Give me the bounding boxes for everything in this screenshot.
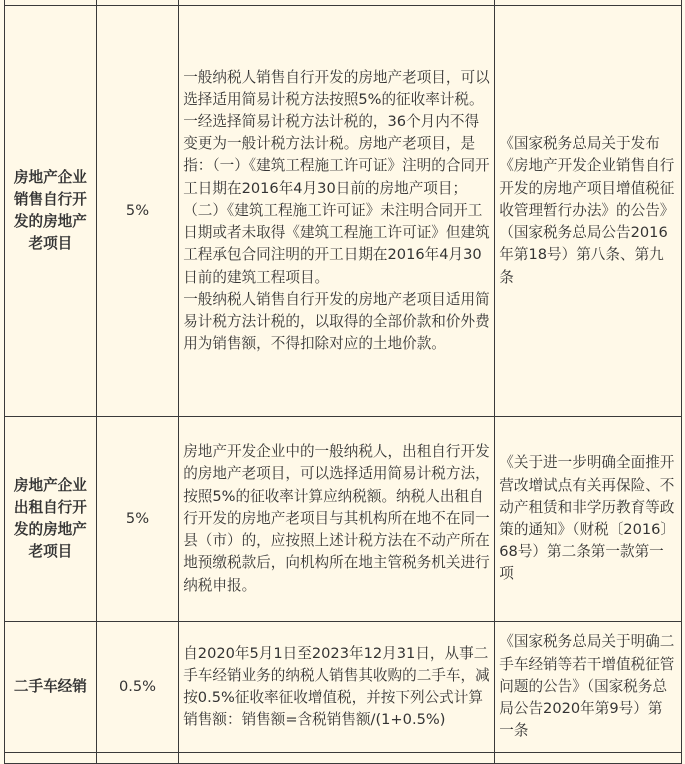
basis-cell: 《国家税务总局关于明确二手车经销等若干增值税征管问题的公告》（国家税务总局公告2020年第9号）第一条 (495, 622, 682, 753)
rate-cell: 0.5% (96, 622, 178, 753)
description-paragraph: 一般纳税人销售自行开发的房地产老项目适用简易计税方法计税的，以取得的全部价款和价外费用为销售额，不得扣除对应的土地价款。 (183, 290, 490, 353)
cell (179, 753, 495, 764)
basis-cell: 《关于进一步明确全面推开营改增试点有关再保险、不动产租赁和非学历教育等政策的通知》（财税〔2016〕68号）第二条第一款第一项 (495, 417, 682, 622)
table-row (5, 622, 682, 753)
table-row-partial-bottom (5, 753, 682, 764)
table-row (5, 6, 682, 417)
tax-rate-table (4, 0, 682, 764)
table-row (5, 417, 682, 622)
description-cell (179, 622, 495, 753)
item-cell: 房地产企业出租自行开发的房地产老项目 (5, 417, 97, 622)
description-cell (179, 6, 495, 417)
cell (96, 753, 178, 764)
item-cell: 二手车经销 (5, 622, 97, 753)
rate-cell: 5% (96, 6, 178, 417)
basis-cell: 《国家税务总局关于发布《房地产开发企业销售自行开发的房地产项目增值税征收管理暂行办法》的公告》（国家税务总局公告2016年第18号）第八条、第九条 (495, 6, 682, 417)
item-cell: 房地产企业销售自行开发的房地产老项目 (5, 6, 97, 417)
cell (5, 753, 97, 764)
description-paragraph: 一般纳税人销售自行开发的房地产老项目，可以选择适用简易计税方法按照5%的征收率计税。一经选择简易计税方法计税的，36个月内不得变更为一般计税方法计税。房地产老项目，是指：（一）《建筑工程施工许可证》注明的合同开工日期在2016年4月30日前的房地产项目；（二）《建筑工程施工许可证》未注明合同开工日期或者未取得《建筑工程施工许可证》但建筑工程承包合同注明的开工日期在2016年4月30日前的建筑工程项目。 (183, 68, 490, 286)
description-paragraph: 自2020年5月1日至2023年12月31日，从事二手车经销业务的纳税人销售其收购的二手车，减按0.5%征收率征收增值税，并按下列公式计算销售额：销售额=含税销售额/(1+0.5%) (183, 644, 490, 729)
rate-cell: 5% (96, 417, 178, 622)
description-paragraph: 房地产开发企业中的一般纳税人，出租自行开发的房地产老项目，可以选择适用简易计税方法，按照5%的征收率计算应纳税额。纳税人出租自行开发的房地产老项目与其机构所在地不在同一县（市）的，应按照上述计税方法在不动产所在地预缴税款后，向机构所在地主管税务机关进行纳税申报。 (183, 443, 490, 594)
cell (495, 753, 682, 764)
description-cell (179, 417, 495, 622)
